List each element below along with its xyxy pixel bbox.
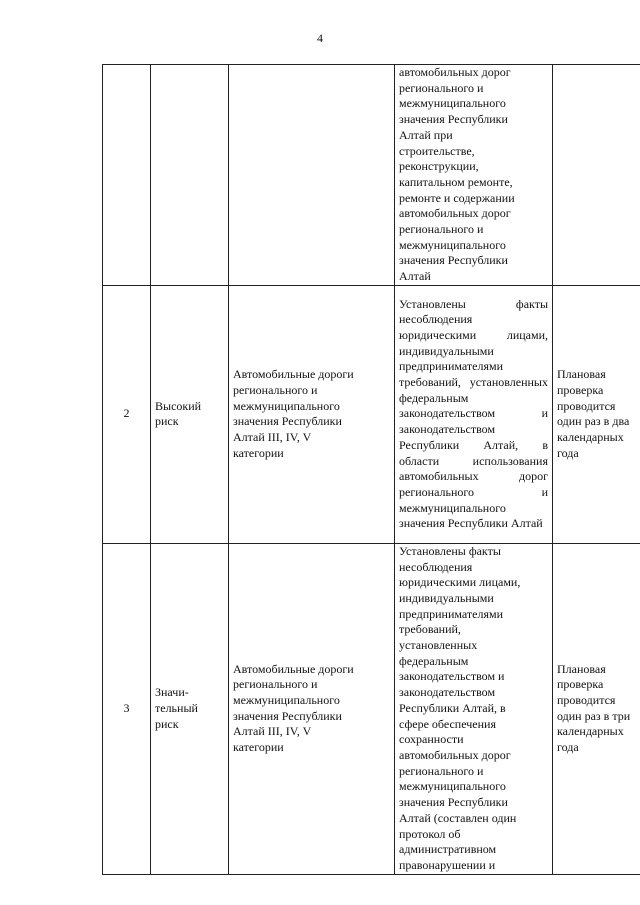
risk-criteria-cell: автомобильных дорог регионального и межмуниципального значения Республики Алтай при строительстве, реконструкции, капитальном ремонте, ремонте и содержании автомобильных дорог регионального и межмуниципального значения Республики Алтай [395, 65, 553, 286]
risk-level-cell [151, 65, 229, 286]
object-category-cell: Автомобильные дороги регионального и межмуниципального значения Республики Алтай III, IV, V категории [229, 285, 395, 543]
table-row-significant-risk [103, 543, 640, 874]
risk-level-cell: Значи- тельный риск [151, 543, 229, 874]
risk-level-cell: Высокий риск [151, 285, 229, 543]
inspection-frequency-cell [553, 65, 640, 286]
row-number-cell: 3 [103, 543, 151, 874]
inspection-frequency-cell: Плановая проверка проводится один раз в три календарных года [553, 543, 640, 874]
inspection-frequency-cell: Плановая проверка проводится один раз в два календарных года [553, 285, 640, 543]
risk-criteria-cell: Установлены факты несоблюдения юридическими лицами, индивидуальными предпринимателями требований, установленных федеральным законодательством и законодательством Республики Алтай, в области использования автомобильных дорог регионального и межмуниципального значения Республики Алтай [395, 285, 553, 543]
object-category-cell: Автомобильные дороги регионального и межмуниципального значения Республики Алтай III, IV, V категории [229, 543, 395, 874]
row-number-cell [103, 65, 151, 286]
risk-category-table [102, 64, 640, 875]
object-category-cell [229, 65, 395, 286]
page-number: 4 [317, 31, 323, 45]
table-row-continued [103, 65, 640, 286]
risk-criteria-cell: Установлены факты несоблюдения юридическими лицами, индивидуальными предпринимателями требований, установленных федеральным законодательством и законодательством Республики Алтай, в сфере обеспечения сохранности автомобильных дорог регионального и межмуниципального значения Республики Алтай (составлен один протокол об административном правонарушении и [395, 543, 553, 874]
table-row-high-risk [103, 285, 640, 543]
row-number-cell: 2 [103, 285, 151, 543]
